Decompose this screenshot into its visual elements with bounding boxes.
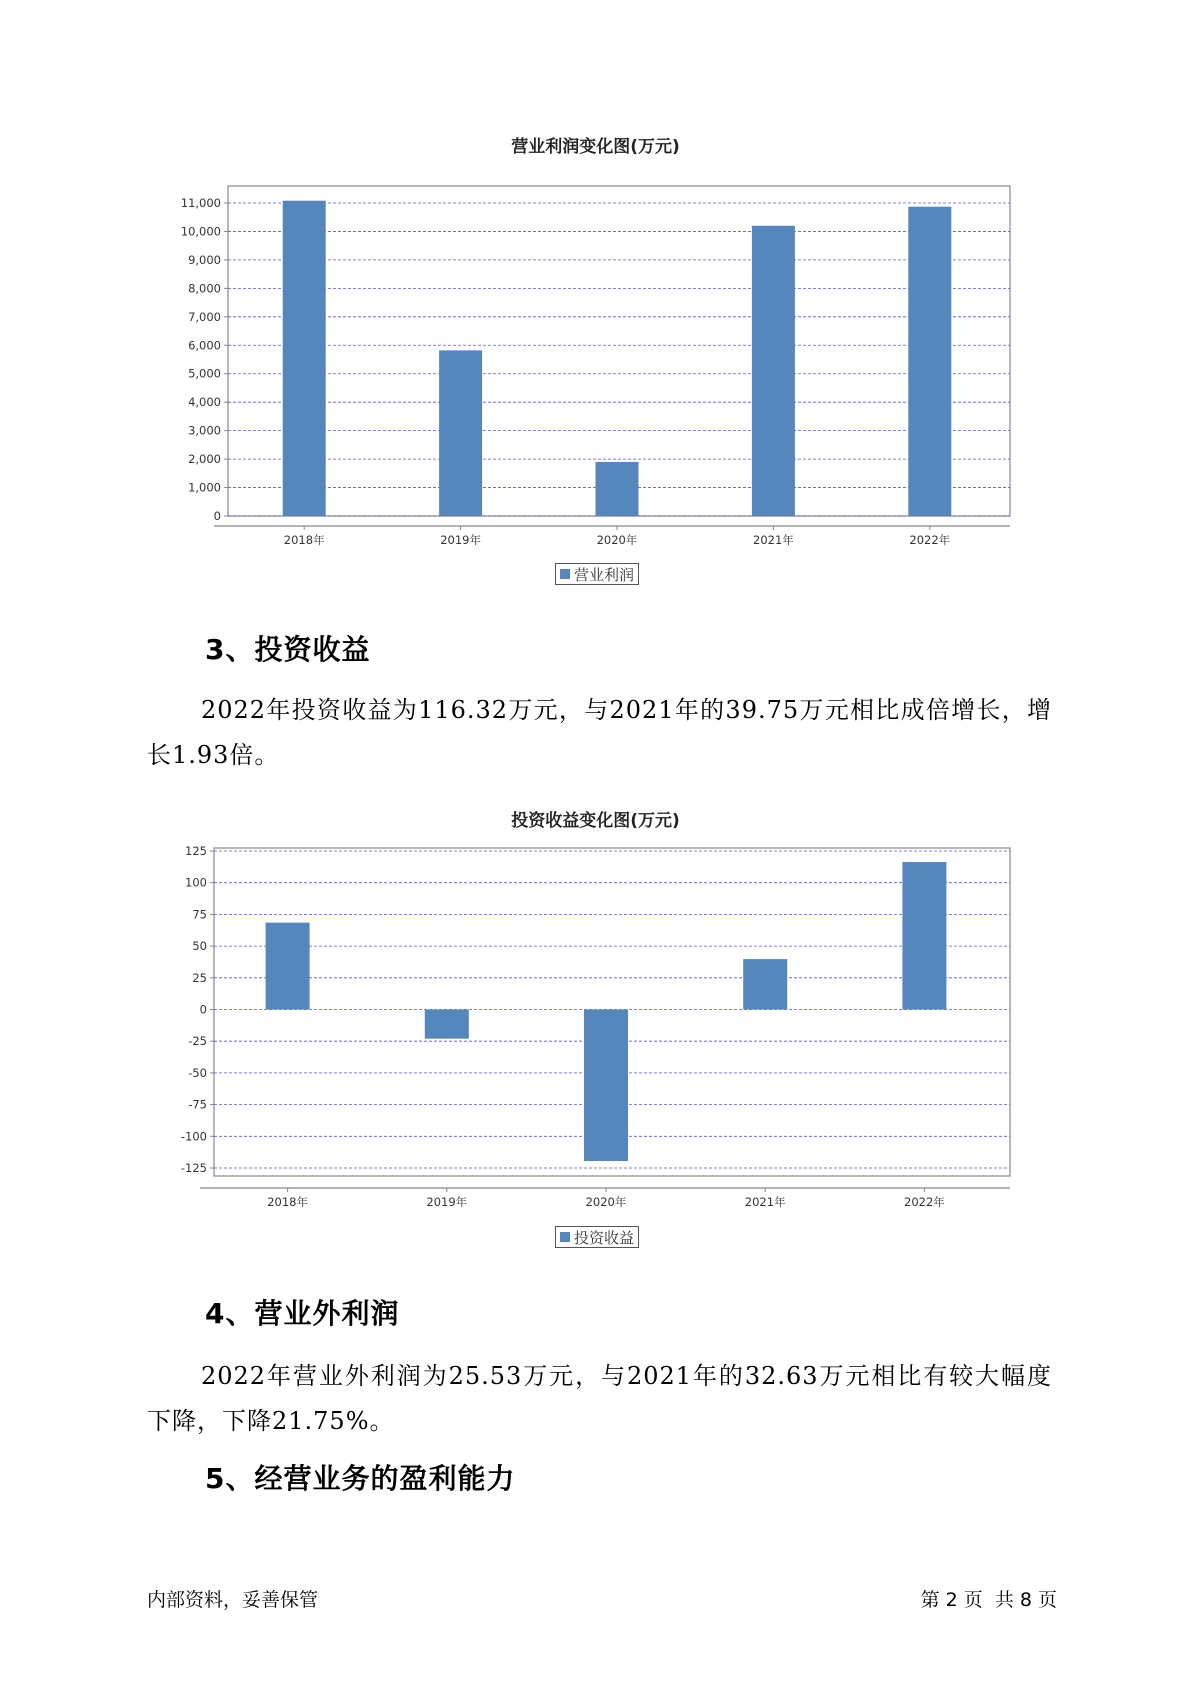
y-tick-label: 11,000 — [180, 196, 221, 210]
y-tick-label: 0 — [213, 509, 221, 523]
section3-paragraph: 2022年投资收益为116.32万元，与2021年的39.75万元相比成倍增长，增长1.93倍。 — [147, 696, 1052, 769]
y-tick-label: 6,000 — [188, 338, 221, 353]
y-tick-label: -75 — [188, 1097, 207, 1112]
bar — [584, 1010, 628, 1162]
y-tick-label: 0 — [199, 1002, 207, 1017]
section5-heading: 5、经营业务的盈利能力 — [205, 1462, 516, 1495]
footer-page-number: 第 2 页 共 8 页 — [920, 1589, 1057, 1611]
x-tick-label: 2022年 — [904, 1195, 945, 1209]
section3-heading: 3、投资收益 — [205, 633, 371, 666]
chart1-legend-label: 营业利润 — [574, 565, 635, 584]
y-tick-label: -50 — [188, 1065, 207, 1080]
legend-swatch — [560, 1232, 570, 1242]
y-tick-label: 5,000 — [188, 366, 221, 381]
bar — [902, 862, 946, 1009]
x-tick-label: 2020年 — [596, 533, 638, 547]
y-tick-label: 3,000 — [188, 423, 221, 438]
y-tick-label: -100 — [180, 1129, 207, 1144]
y-tick-label: 1,000 — [188, 480, 221, 495]
y-tick-label: 7,000 — [188, 309, 221, 324]
y-tick-label: -25 — [188, 1034, 207, 1049]
y-tick-label: 125 — [185, 844, 207, 858]
footer-left: 内部资料，妥善保管 — [147, 1589, 319, 1611]
y-tick-label: 75 — [192, 907, 207, 922]
y-tick-label: -125 — [180, 1161, 207, 1175]
bar — [266, 923, 310, 1010]
x-tick-label: 2021年 — [744, 1195, 786, 1209]
x-tick-label: 2019年 — [440, 533, 481, 547]
x-tick-label: 2020年 — [585, 1195, 627, 1209]
y-tick-label: 2,000 — [188, 452, 221, 467]
section4-paragraph: 2022年营业外利润为25.53万元，与2021年的32.63万元相比有较大幅度下降，下降21.75%。 — [147, 1362, 1052, 1435]
y-tick-label: 8,000 — [188, 281, 221, 296]
x-tick-label: 2019年 — [426, 1195, 468, 1209]
chart2-legend-label: 投资收益 — [574, 1228, 635, 1247]
chart2-legend — [555, 1226, 639, 1248]
x-tick-label: 2018年 — [267, 1195, 308, 1209]
chart1-title: 营业利润变化图(万元) — [511, 137, 680, 157]
y-tick-label: 9,000 — [188, 252, 221, 267]
y-tick-label: 25 — [192, 970, 207, 985]
x-tick-label: 2021年 — [753, 533, 794, 547]
x-tick-label: 2022年 — [909, 533, 951, 547]
y-tick-label: 10,000 — [180, 224, 221, 239]
y-tick-label: 50 — [192, 939, 207, 954]
y-tick-label: 100 — [185, 875, 207, 890]
section4-heading: 4、营业外利润 — [205, 1297, 400, 1330]
chart2-title: 投资收益变化图(万元) — [511, 811, 680, 831]
bar — [743, 959, 787, 1009]
bar — [425, 1010, 469, 1039]
x-tick-label: 2018年 — [283, 533, 325, 547]
y-tick-label: 4,000 — [188, 395, 221, 410]
